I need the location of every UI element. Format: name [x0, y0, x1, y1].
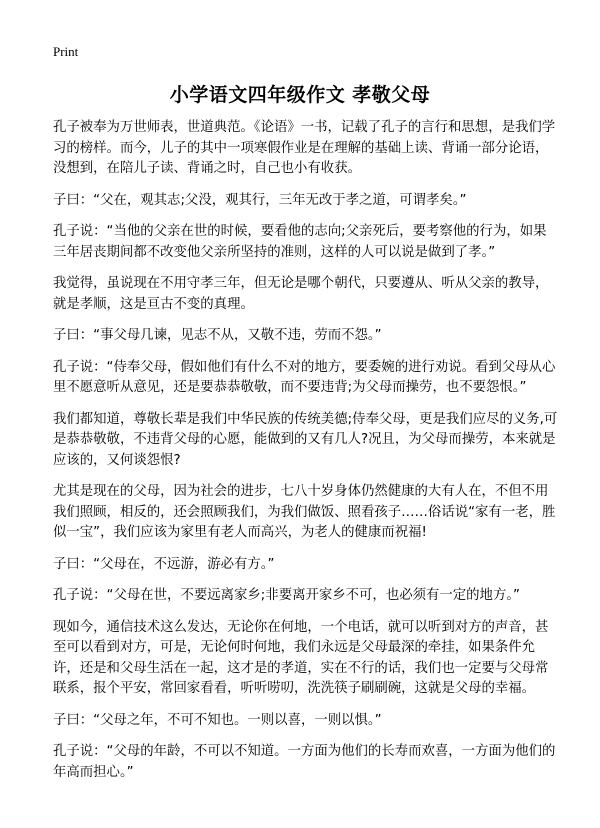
article-paragraph: 我觉得，虽说现在不用守孝三年，但无论是哪个朝代，只要遵从、听从父亲的教导，就是孝顺，这是亘古不变的真理。 — [53, 276, 549, 312]
article-paragraph: 子曰：“父在，观其志;父没，观其行，三年无改于孝之道，可谓孝矣。” — [53, 192, 467, 208]
article-paragraph: 子曰：“父母之年，不可不知也。一则以喜，一则以惧。” — [53, 712, 382, 728]
article-paragraph: 孔子说：“父母的年龄，不可以不知道。一方面为他们的长寿而欢喜，一方面为他们的年高而担心。” — [53, 744, 556, 780]
article-paragraph: 子曰：“事父母几谏，见志不从，又敬不违，劳而不怨。” — [53, 328, 382, 343]
article-paragraph: 孔子说：“侍奉父母，假如他们有什么不对的地方，要委婉的进行劝说。看到父母从心里不愿意听从意见，还是要恭恭敬敬，而不要违背;为父母而操劳，也不要怨恨。” — [53, 359, 556, 395]
article-title: 小学语文四年级作文 孝敬父母 — [169, 84, 431, 106]
article-paragraph: 子曰：“父母在，不远游，游必有方。” — [53, 556, 275, 572]
article-paragraph: 孔子说：“当他的父亲在世的时候，要看他的志向;父亲死后，要考察他的行为，如果三年居丧期间都不改变他父亲所坚持的准则，这样的人可以说是做到了孝。” — [53, 224, 547, 260]
article-paragraph: 尤其是现在的父母，因为社会的进步，七八十岁身体仍然健康的大有人在，不但不用我们照顾，相反的，还会照顾我们，为我们做饭、照看孩子……俗话说“家有一老，胜似一宝”，我们应该为家里有老人而高兴，为老人的健康而祝福! — [53, 484, 556, 540]
article-body — [53, 118, 559, 794]
print-link[interactable]: Print — [53, 44, 79, 59]
article-paragraph: 现如今，通信技术这么发达，无论你在何地，一个电话，就可以听到对方的声音，甚至可以看到对方，可是，无论何时何地，我们永远是父母最深的牵挂，如果条件允许，还是和父母生活在一起，这才是的孝道，实在不行的话，我们也一定要与父母常联系，报个平安，常回家看看，听听唠叨，洗洗筷子刷刷碗，这就是父母的幸福。 — [53, 619, 549, 696]
article-paragraph: 我们都知道，尊敬长辈是我们中华民族的传统美德;侍奉父母，更是我们应尽的义务,可是恭恭敬敬，不违背父母的心愿，能做到的又有几人?况且，为父母而操劳，本来就是应该的，又何谈怨恨? — [53, 411, 558, 468]
article-paragraph: 孔子说：“父母在世，不要远离家乡;非要离开家乡不可，也必须有一定的地方。” — [53, 588, 520, 603]
article-paragraph: 孔子被奉为万世师表，世道典范。《论语》一书，记载了孔子的言行和思想，是我们学习的榜样。而今，儿子的其中一项寒假作业是在理解的基础上读、背诵一部分论语，没想到，在陪儿子读、背诵之时，自己也小有收获。 — [53, 120, 556, 176]
